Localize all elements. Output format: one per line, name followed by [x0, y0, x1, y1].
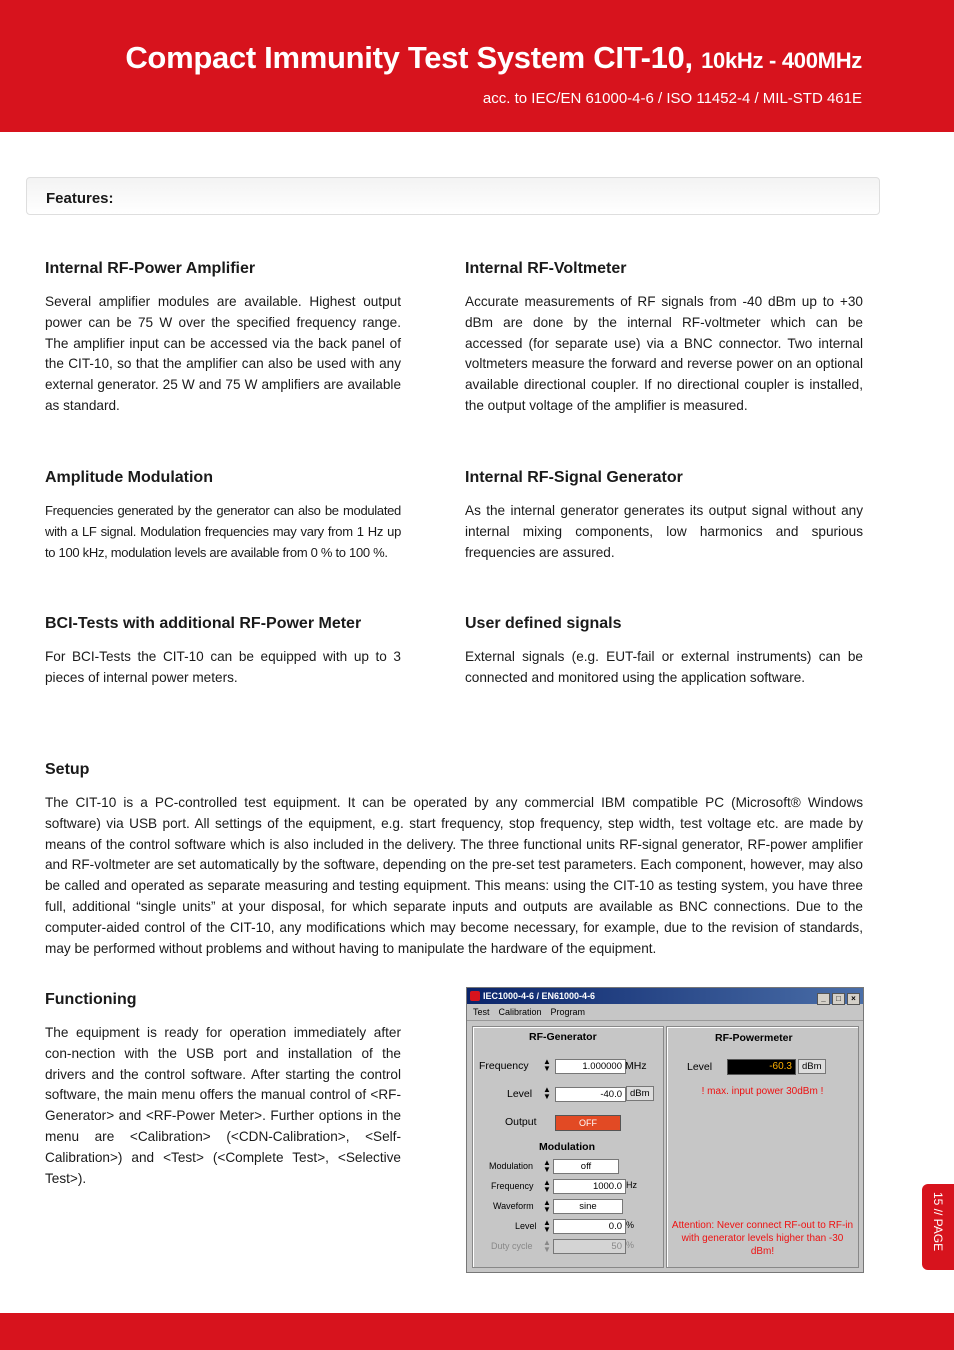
duty-cycle-field: 50: [553, 1239, 626, 1254]
maximize-icon[interactable]: □: [832, 993, 845, 1005]
mod-level-field[interactable]: 0.0: [553, 1219, 626, 1234]
section-text: The CIT-10 is a PC-controlled test equipment. It can be operated by any commercial IBM compatible PC (Microsoft® Windows software) via USB port. All settings of the equipment, e.g. start frequency, stop frequency, step width, test voltage etc. are made by means of the control software which is also included in the delivery. The three functional units RF-signal generator, RF-power amplifier and RF-voltmeter are set automatically by the software, depending on the pre-set test parameters. Each component, however, may also be called and operated as separate measuring and testing equipment. This means: using the CIT-10 as testing system, you have three full, additional “single units” at your disposal, for which separate inputs and outputs are available as BNC connections. Due to the computer-aided control of the CIT-10, any modifications which may become necessary, for example, due to the revision of standards, may be performed without problems and without having to manipulate the hardware of the equipment.: [45, 795, 863, 956]
mod-frequency-label: Frequency: [491, 1181, 534, 1191]
powermeter-level-unit: dBm: [798, 1059, 826, 1074]
section-title: BCI-Tests with additional RF-Power Meter: [45, 615, 362, 632]
section-text: Frequencies generated by the generator can also be modulated with a LF signal. Modulation frequencies may vary from 1 Hz up to 100 kHz, modulation levels are available from 0 % to 100 %.: [45, 503, 401, 560]
header-band: [0, 0, 954, 132]
mod-level-label: Level: [515, 1221, 537, 1231]
waveform-label: Waveform: [493, 1201, 534, 1211]
window-buttons: [815, 990, 860, 1006]
section-text: Accurate measurements of RF signals from -40 dBm up to +30 dBm are done by the internal RF-voltmeter which can be accessed (for separate use) via a BNC connector. Two internal voltmeters measure the forward and reverse power on an optional available directional coupler. If no directional coupler is installed, the output voltage of the amplifier is measured.: [465, 294, 863, 413]
menu-test[interactable]: Test: [473, 1007, 490, 1017]
window-titlebar: [467, 988, 863, 1004]
rf-generator-panel: [472, 1026, 664, 1268]
section-rf-signal-generator: [465, 469, 863, 563]
duty-cycle-label: Duty cycle: [491, 1241, 533, 1251]
mod-frequency-field[interactable]: 1000.0: [553, 1179, 626, 1194]
section-title: Functioning: [45, 991, 137, 1008]
modulation-field[interactable]: off: [553, 1159, 619, 1174]
section-rf-power-amplifier: [45, 260, 401, 417]
close-icon[interactable]: ×: [847, 993, 860, 1005]
mod-level-unit: %: [626, 1220, 635, 1230]
mod-frequency-unit: Hz: [626, 1180, 637, 1190]
duty-cycle-unit: %: [626, 1240, 635, 1250]
attention-warning: Attention: Never connect RF-out to RF-in with generator levels higher than -30 dBm!: [671, 1220, 854, 1257]
section-title: Internal RF-Voltmeter: [465, 260, 627, 277]
section-title: Setup: [45, 761, 90, 778]
section-amplitude-modulation: [45, 469, 401, 563]
output-label: Output: [505, 1116, 537, 1128]
software-screenshot: [466, 987, 864, 1273]
powermeter-level-label: Level: [687, 1061, 713, 1073]
features-bar: [26, 177, 880, 215]
menu-calibration[interactable]: Calibration: [498, 1007, 542, 1017]
page-number-tab: [922, 1184, 954, 1270]
app-icon: [470, 991, 480, 1001]
menu-program[interactable]: Program: [550, 1007, 586, 1017]
frequency-field[interactable]: 1.000000: [555, 1059, 626, 1074]
section-text: Several amplifier modules are available. Highest output power can be 75 W over the specified frequency range. The amplifier input can be accessed via the back panel of the CIT-10, so that the amplifier can also be used with any external generator. 25 W and 75 W amplifiers are available as standard.: [45, 294, 401, 413]
level-field[interactable]: -40.0: [555, 1087, 626, 1102]
max-input-warning: ! max. input power 30dBm !: [701, 1086, 824, 1097]
powermeter-level-display: -60.3: [727, 1059, 796, 1075]
window-title: IEC1000-4-6 / EN61000-4-6: [483, 991, 596, 1001]
section-title: Internal RF-Signal Generator: [465, 469, 683, 486]
window-menubar: [467, 1004, 863, 1021]
modulation-spinner-icon[interactable]: ▲ ▼: [543, 1158, 551, 1174]
section-bci-tests: [45, 615, 401, 689]
frequency-label: Frequency: [479, 1060, 529, 1072]
mod-frequency-spinner-icon[interactable]: ▲ ▼: [543, 1178, 551, 1194]
section-functioning: [45, 991, 401, 1189]
rf-powermeter-title: RF-Powermeter: [715, 1032, 793, 1044]
section-text: External signals (e.g. EUT-fail or external instruments) can be connected and monitored using the application software.: [465, 649, 863, 685]
level-unit: dBm: [626, 1086, 654, 1101]
level-label: Level: [507, 1088, 533, 1100]
section-setup: [45, 761, 863, 959]
duty-cycle-spinner-icon: ▲ ▼: [543, 1238, 551, 1254]
section-title: User defined signals: [465, 615, 622, 632]
level-spinner-icon[interactable]: ▲ ▼: [543, 1085, 551, 1101]
modulation-title: Modulation: [539, 1141, 595, 1153]
section-user-defined-signals: [465, 615, 863, 689]
footer-band: [0, 1313, 954, 1350]
section-title: Internal RF-Power Amplifier: [45, 260, 256, 277]
section-text: The equipment is ready for operation immediately after con-nection with the USB port and installation of the drivers and the control software. After starting the control software, the main menu offers the manual control of <RF-Generator> and <RF-Power Meter>. Further options in the menu are <Calibration> (<CDN-Calibration>, <Self-Calibration>) and <Test> (<Complete Test>, <Selective Test>).: [45, 1025, 401, 1186]
page-number: 15 // PAGE: [931, 1192, 945, 1252]
waveform-field[interactable]: sine: [553, 1199, 623, 1214]
features-label: Features:: [46, 190, 114, 207]
section-title: Amplitude Modulation: [45, 469, 213, 486]
page-title: [125, 40, 862, 76]
page-subtitle: acc. to IEC/EN 61000-4-6 / ISO 11452-4 / MIL-STD 461E: [482, 90, 862, 107]
output-off-button[interactable]: OFF: [555, 1115, 621, 1131]
frequency-unit: MHz: [625, 1060, 647, 1072]
section-text: For BCI-Tests the CIT-10 can be equipped with up to 3 pieces of internal power meters.: [45, 649, 401, 685]
waveform-spinner-icon[interactable]: ▲ ▼: [543, 1198, 551, 1214]
rf-powermeter-panel: [666, 1026, 859, 1268]
frequency-spinner-icon[interactable]: ▲ ▼: [543, 1057, 551, 1073]
minimize-icon[interactable]: _: [817, 993, 830, 1005]
modulation-label: Modulation: [489, 1161, 534, 1171]
title-text: Compact Immunity Test System CIT-10,: [125, 40, 693, 75]
rf-generator-title: RF-Generator: [529, 1031, 597, 1043]
section-rf-voltmeter: [465, 260, 863, 417]
title-frequency: 10kHz - 400MHz: [701, 48, 862, 73]
section-text: As the internal generator generates its output signal without any internal mixing components, low harmonics and spurious frequencies are assured.: [465, 503, 863, 560]
mod-level-spinner-icon[interactable]: ▲ ▼: [543, 1218, 551, 1234]
